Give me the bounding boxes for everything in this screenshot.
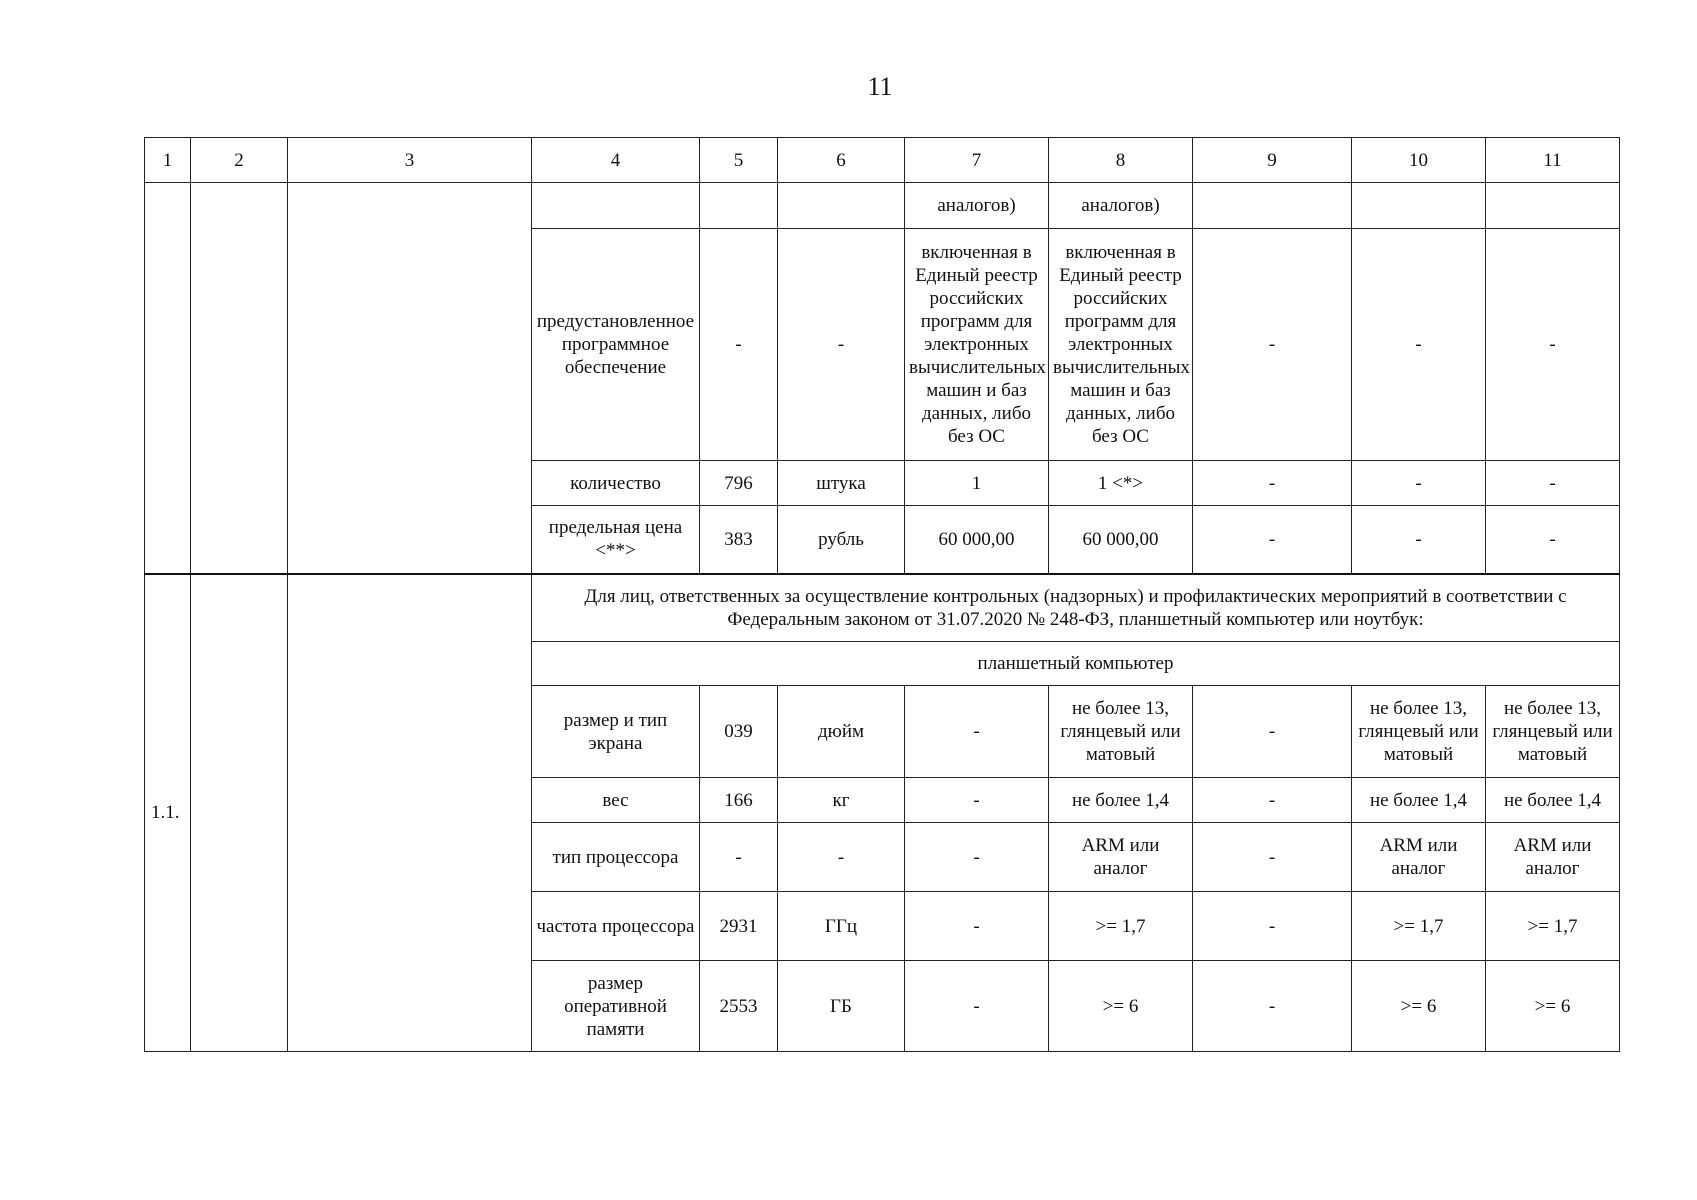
cell-value: - [1352,461,1486,506]
characteristic-name: предельная цена <**> [532,506,700,574]
unit-name: дюйм [778,686,905,778]
column-number: 10 [1352,138,1486,183]
cell-value: не более 13, глянцевый или матовый [1486,686,1620,778]
cell-value: включенная в Единый реестр российских программ для электронных вычислительных машин и баз данных, либо без ОС [1049,229,1193,461]
cell-value: >= 1,7 [1486,892,1620,961]
column-number: 3 [288,138,532,183]
okei-code: 383 [700,506,778,574]
okei-code: 2553 [700,961,778,1052]
cell-value: - [1486,461,1620,506]
cell-empty [1486,183,1620,229]
okei-code: 2931 [700,892,778,961]
okei-code: 166 [700,778,778,823]
characteristic-name: количество [532,461,700,506]
table-row [145,183,1620,229]
cell-empty [145,183,191,574]
cell-value: ARM или аналог [1049,823,1193,892]
okei-code: - [700,229,778,461]
okei-code: 796 [700,461,778,506]
cell-empty [288,183,532,574]
section-subheading: планшетный компьютер [532,642,1620,686]
characteristic-name: размер оперативной памяти [532,961,700,1052]
cell-value: - [905,823,1049,892]
cell-value: - [1193,823,1352,892]
column-number: 11 [1486,138,1620,183]
cell-value: - [1352,506,1486,574]
cell-value: >= 6 [1352,961,1486,1052]
column-number: 4 [532,138,700,183]
cell-value: аналогов) [905,183,1049,229]
characteristic-name: тип процессора [532,823,700,892]
cell-value: аналогов) [1049,183,1193,229]
cell-value: - [1486,506,1620,574]
cell-value: - [1193,892,1352,961]
cell-empty [191,183,288,574]
cell-value: - [1193,778,1352,823]
unit-name: кг [778,778,905,823]
column-number: 6 [778,138,905,183]
cell-empty [532,183,700,229]
characteristic-name: вес [532,778,700,823]
cell-value: не более 1,4 [1352,778,1486,823]
cell-value: - [905,778,1049,823]
cell-empty [1352,183,1486,229]
table-row [145,574,1620,642]
column-number: 7 [905,138,1049,183]
unit-name: ГБ [778,961,905,1052]
cell-value: - [1193,506,1352,574]
requirements-table [144,137,1620,1052]
cell-value: - [1193,461,1352,506]
cell-value: >= 6 [1486,961,1620,1052]
column-number: 8 [1049,138,1193,183]
cell-empty [191,574,288,1052]
cell-value: 1 <*> [1049,461,1193,506]
column-number: 5 [700,138,778,183]
unit-name: рубль [778,506,905,574]
cell-value: - [1193,686,1352,778]
cell-value: ARM или аналог [1486,823,1620,892]
okei-code: - [700,823,778,892]
column-number: 1 [145,138,191,183]
unit-name: - [778,823,905,892]
cell-empty [288,574,532,1052]
cell-value: 60 000,00 [1049,506,1193,574]
cell-value: - [1193,229,1352,461]
cell-value: >= 6 [1049,961,1193,1052]
cell-value: 60 000,00 [905,506,1049,574]
section-number: 1.1. [145,574,191,1052]
cell-value: 1 [905,461,1049,506]
cell-value: - [905,961,1049,1052]
section-intro: Для лиц, ответственных за осуществление контрольных (надзорных) и профилактических мероприятий в соответствии с Федеральным законом от 31.07.2020 № 248-ФЗ, планшетный компьютер или ноутбук: [532,574,1620,642]
cell-empty [700,183,778,229]
column-number: 9 [1193,138,1352,183]
column-number: 2 [191,138,288,183]
cell-value: не более 1,4 [1486,778,1620,823]
okei-code: 039 [700,686,778,778]
characteristic-name: предустановленное программное обеспечение [532,229,700,461]
cell-value: - [1352,229,1486,461]
cell-value: - [1486,229,1620,461]
column-number-row [145,138,1620,183]
characteristic-name: размер и тип экрана [532,686,700,778]
cell-value: - [1193,961,1352,1052]
cell-value: ARM или аналог [1352,823,1486,892]
cell-empty [778,183,905,229]
cell-value: - [905,686,1049,778]
cell-value: не более 13, глянцевый или матовый [1049,686,1193,778]
cell-value: >= 1,7 [1049,892,1193,961]
unit-name: ГГц [778,892,905,961]
characteristic-name: частота процессора [532,892,700,961]
page-number: 11 [867,72,893,101]
cell-value: не более 1,4 [1049,778,1193,823]
cell-value: - [905,892,1049,961]
cell-value: включенная в Единый реестр российских программ для электронных вычислительных машин и баз данных, либо без ОС [905,229,1049,461]
unit-name: штука [778,461,905,506]
cell-empty [1193,183,1352,229]
cell-value: не более 13, глянцевый или матовый [1352,686,1486,778]
unit-name: - [778,229,905,461]
cell-value: >= 1,7 [1352,892,1486,961]
